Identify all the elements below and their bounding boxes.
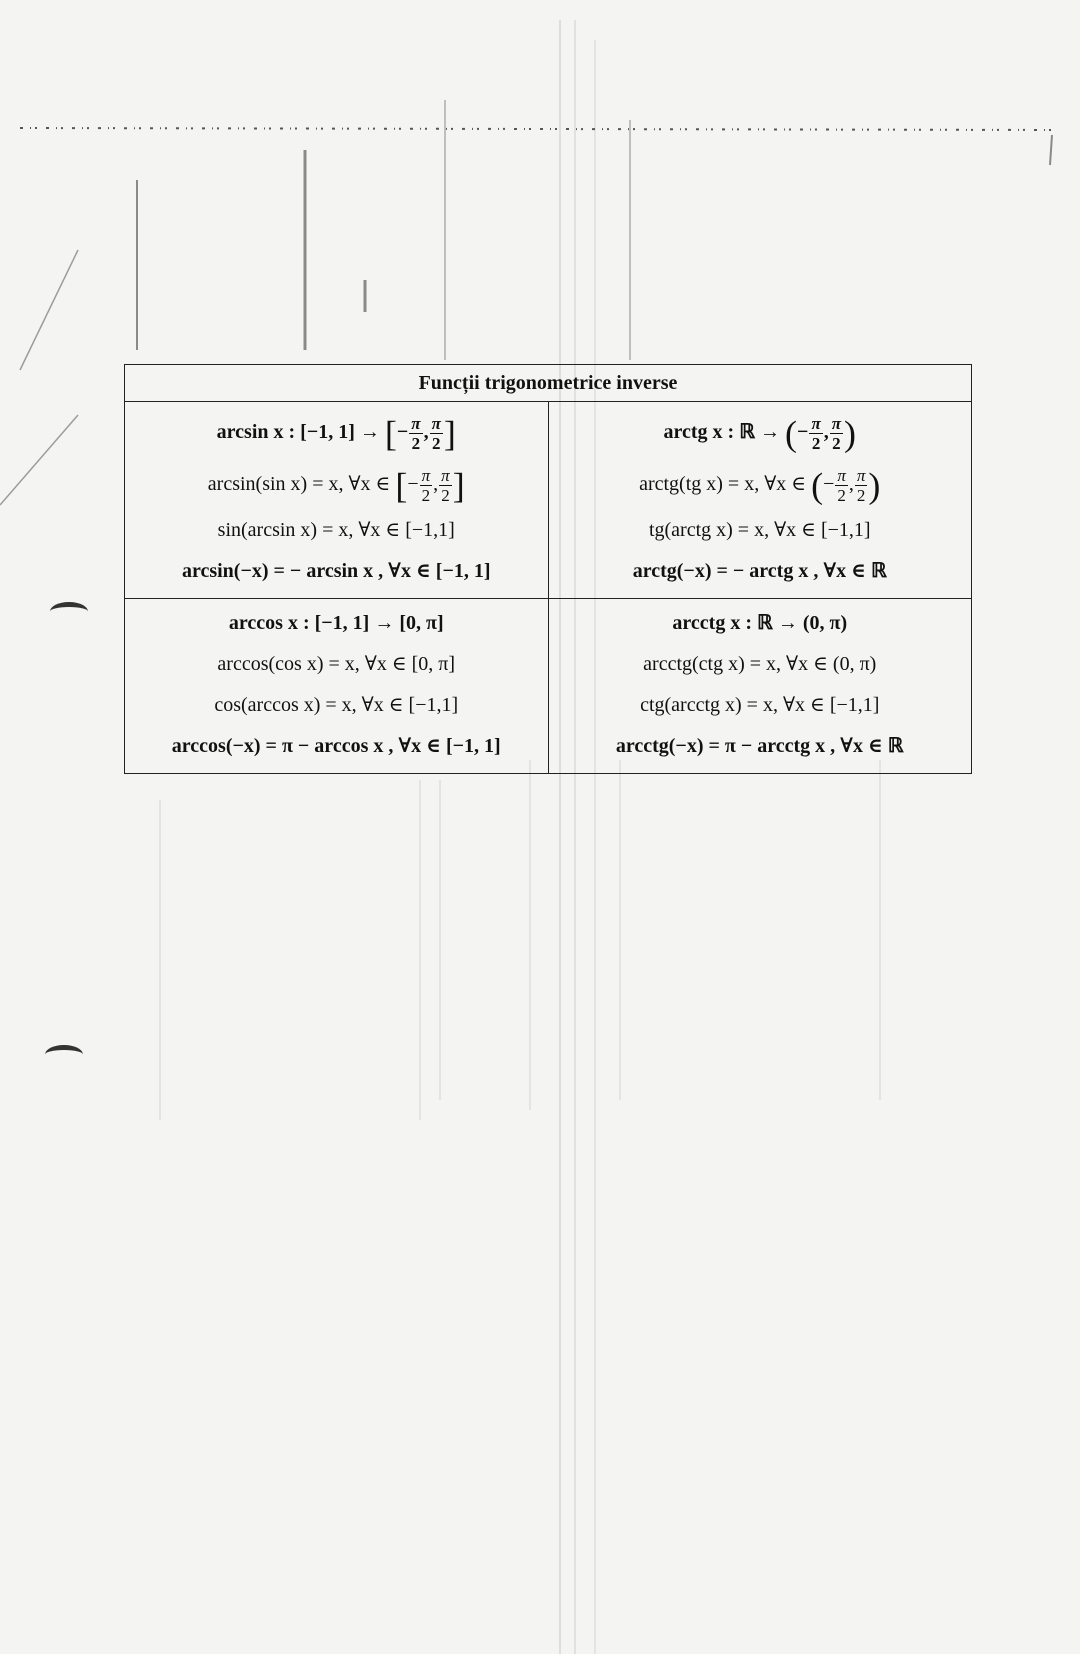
arctg-definition [557,406,964,458]
arccos-identity-2: cos(arccos x) = x, ∀x ∈ [−1,1] [214,694,459,716]
close-paren: ) [868,465,881,506]
punch-hole-top [50,602,88,621]
arcsin-cell [125,402,549,599]
fraction: $\frac{\pi}{2}$ [811,413,821,453]
arctg-cell [548,402,972,599]
arcctg-cell [548,599,972,774]
table-title: Funcții trigonometrice inverse [125,365,972,402]
arcsin-definition [133,406,540,458]
open-bracket: [ [395,465,408,506]
arcsin-identity-1-prefix: arcsin(sin x) = x, ∀x ∈ [207,473,396,495]
table-row [125,402,972,599]
arctg-identity-1-prefix: arctg(tg x) = x, ∀x ∈ [639,473,812,495]
arcctg-identity-2: ctg(arcctg x) = x, ∀x ∈ [−1,1] [640,694,880,716]
arcsin-identity-1 [133,458,540,510]
arcctg-definition: arcctg x : ℝ → (0, π) [672,612,848,634]
arctg-identity-1 [557,458,964,510]
arctg-identity-3: arctg(−x) = − arctg x , ∀x ∈ ℝ [632,560,887,582]
comma: , [433,473,439,495]
open-paren: ( [785,413,798,454]
arctg-definition-prefix: arctg x : ℝ → [663,421,786,443]
arcsin-identity-3: arcsin(−x) = − arcsin x , ∀x ∈ [−1, 1] [181,560,491,582]
fraction: $\frac{\pi}{2}$ [837,465,846,505]
arccos-identity-1: arccos(cos x) = x, ∀x ∈ [0, π] [217,653,456,675]
minus-sign: − [407,473,419,495]
arcsin-definition-prefix: arcsin x : [−1, 1] → [216,421,385,443]
fraction: $\frac{\pi}{2}$ [421,465,431,505]
fraction: $\frac{\pi}{2}$ [441,465,450,505]
comma: , [823,421,829,443]
close-bracket: ] [452,465,465,506]
fraction: $\frac{\pi}{2}$ [431,413,441,453]
arcsin-identity-2: sin(arcsin x) = x, ∀x ∈ [−1,1] [217,519,455,541]
comma: , [848,473,854,495]
punch-hole-bottom [45,1045,83,1064]
arctg-identity-2: tg(arctg x) = x, ∀x ∈ [−1,1] [648,519,871,541]
close-paren: ) [844,413,857,454]
open-bracket: [ [384,413,397,454]
table-row [125,599,972,774]
arcctg-identity-3: arcctg(−x) = π − arcctg x , ∀x ∈ ℝ [615,735,904,757]
minus-sign: − [396,421,409,443]
minus-sign: − [797,421,809,443]
inverse-trig-table-wrapper [124,364,972,774]
arccos-identity-3: arccos(−x) = π − arccos x , ∀x ∈ [−1, 1] [171,735,501,757]
minus-sign: − [823,473,835,495]
fraction: $\frac{\pi}{2}$ [856,465,866,505]
fraction: $\frac{\pi}{2}$ [831,413,842,453]
close-bracket: ] [443,413,456,454]
arcctg-identity-1: arcctg(ctg x) = x, ∀x ∈ (0, π) [643,653,877,675]
open-paren: ( [811,465,824,506]
comma: , [423,421,429,443]
arccos-cell [125,599,549,774]
inverse-trig-table [124,364,972,774]
arccos-definition: arccos x : [−1, 1] → [0, π] [228,612,444,634]
fraction: $\frac{\pi}{2}$ [411,413,421,453]
